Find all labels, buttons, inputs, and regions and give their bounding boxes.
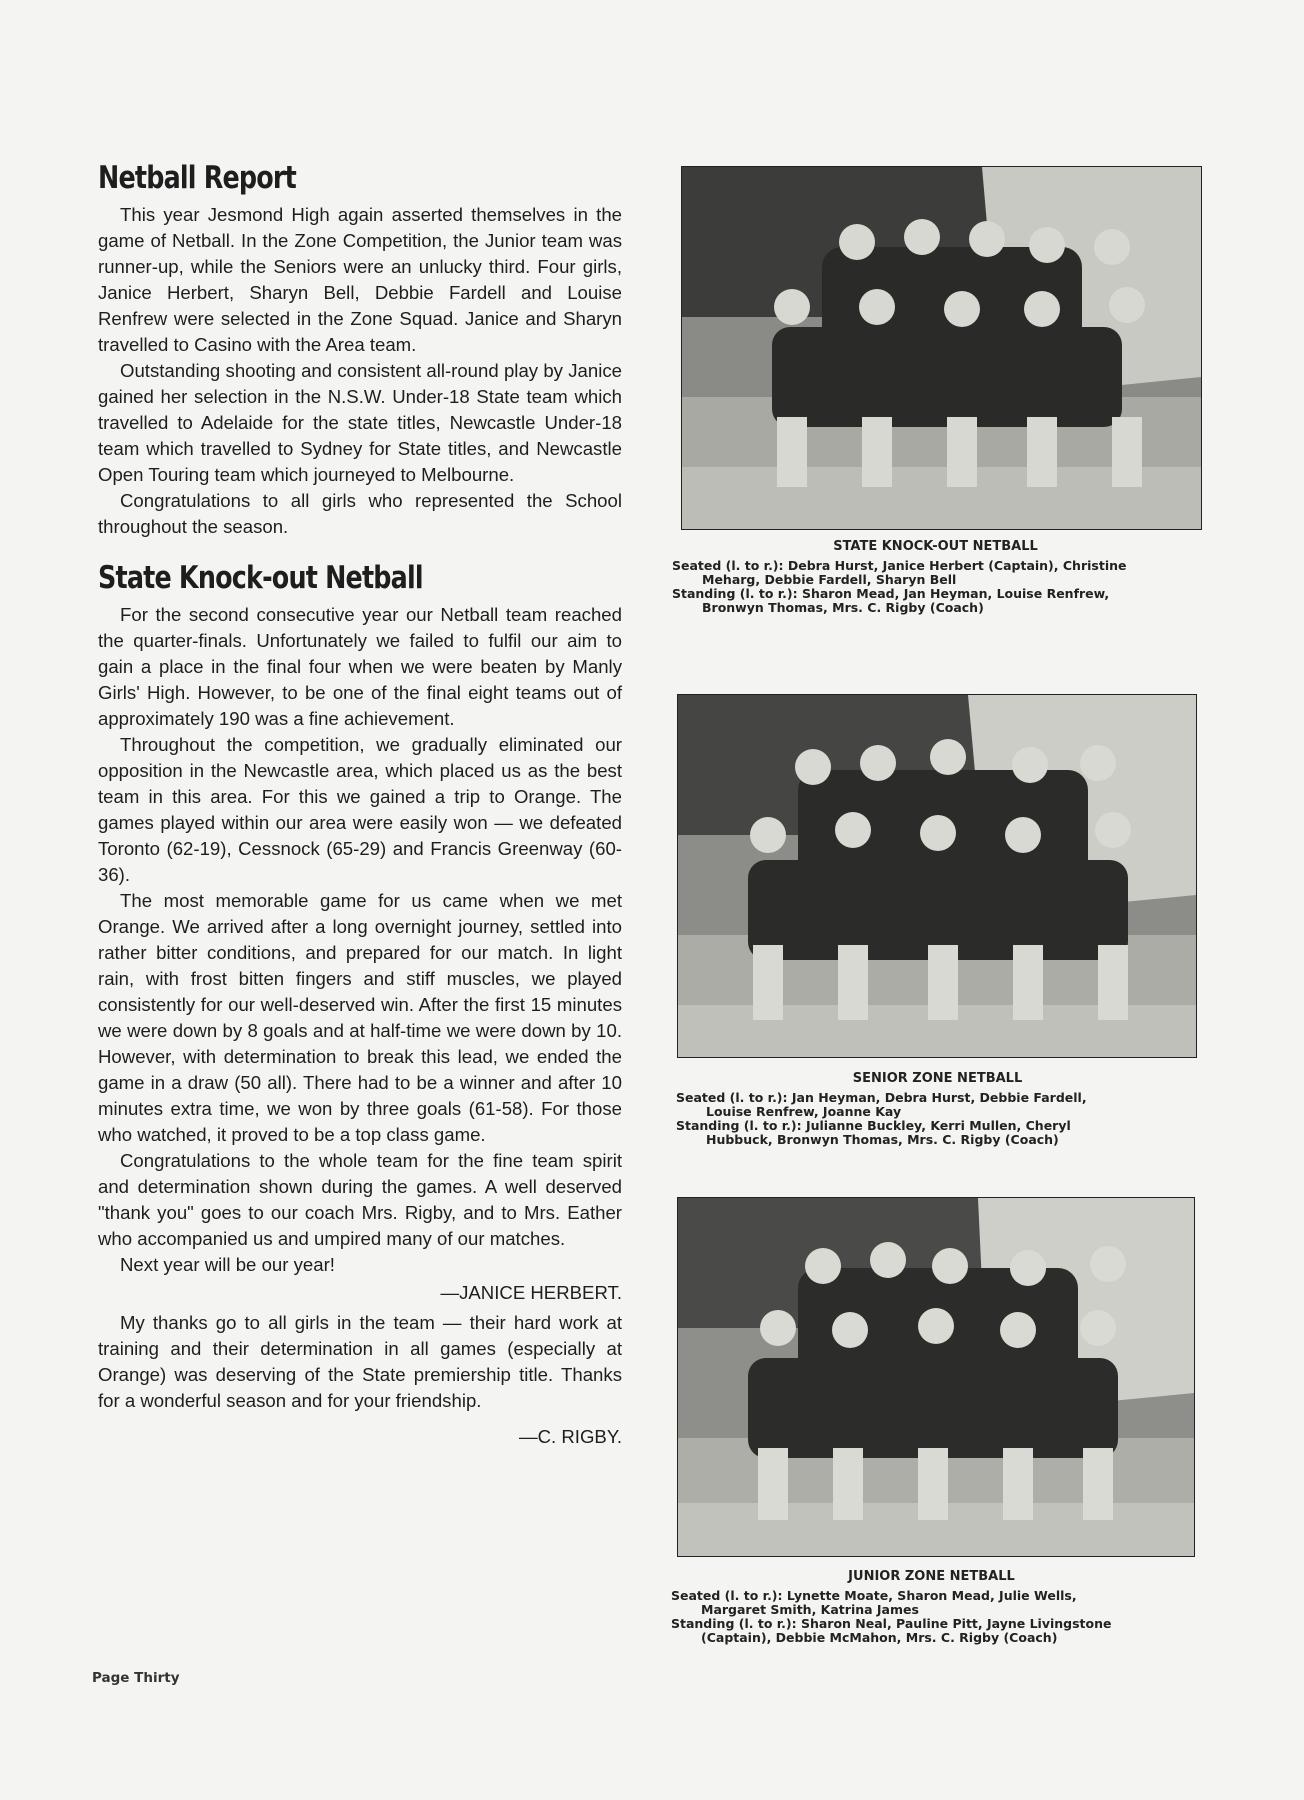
caption-seated-cont: Meharg, Debbie Fardell, Sharyn Bell: [702, 572, 957, 587]
netball-report-paragraph: This year Jesmond High again asserted themselves in the game of Netball. In the Zone Competition, the Junior team was runner-up, while the Seniors were an unlucky third. Four girls, Janice Herbert, Sharyn Bell, Debbie Fardell and Louise Renfrew were selected in the Zone Squad. Janice and Sharyn travelled to Casino with the Area team.: [98, 204, 622, 355]
caption-seated: Seated (l. to r.): Lynette Moate, Sharon Mead, Julie Wells,: [671, 1588, 1077, 1603]
caption-seated-cont: Margaret Smith, Katrina James: [701, 1602, 919, 1617]
signature-janice-herbert: —JANICE HERBERT.: [440, 1282, 622, 1303]
team-photo-image: [682, 167, 1201, 529]
caption-seated-cont: Louise Renfrew, Joanne Kay: [706, 1104, 902, 1119]
caption-title: STATE KNOCK-OUT NETBALL: [833, 539, 1038, 554]
page-number: Page Thirty: [92, 1670, 180, 1686]
caption-standing: Standing (l. to r.): Sharon Mead, Jan Heyman, Louise Renfrew,: [672, 586, 1110, 601]
state-knockout-paragraph: Congratulations to the whole team for the fine team spirit and determination shown during the games. A well deserved "thank you" goes to our coach Mrs. Rigby, and to Mrs. Eather who accompanied us and umpired many of our matches.: [98, 1150, 622, 1249]
caption-standing-cont: Hubbuck, Bronwyn Thomas, Mrs. C. Rigby (Coach): [706, 1132, 1059, 1147]
caption-seated: Seated (l. to r.): Jan Heyman, Debra Hurst, Debbie Fardell,: [676, 1090, 1087, 1105]
signature-c-rigby: —C. RIGBY.: [519, 1426, 622, 1447]
netball-report-paragraph: Outstanding shooting and consistent all-round play by Janice gained her selection in the N.S.W. Under-18 State team which travelled to Adelaide for the state titles, Newcastle Under-18 team which travelled to Sydney for State titles, and Newcastle Open Touring team which journeyed to Melbourne.: [98, 360, 622, 485]
caption-standing: Standing (l. to r.): Julianne Buckley, Kerri Mullen, Cheryl: [676, 1118, 1071, 1133]
state-knockout-paragraph: Throughout the competition, we gradually eliminated our opposition in the Newcastle area, which placed us as the best team in this area. For this we gained a trip to Orange. The games played within our area were easily won — we defeated Toronto (62-19), Cessnock (65-29) and Francis Greenway (60-36).: [98, 734, 622, 885]
article-column: [98, 158, 622, 1454]
caption-standing-cont: Bronwyn Thomas, Mrs. C. Rigby (Coach): [702, 600, 984, 615]
team-photo-state-knockout: [681, 166, 1202, 530]
caption-standing: Standing (l. to r.): Sharon Neal, Pauline Pitt, Jayne Livingstone: [671, 1616, 1112, 1631]
team-photo-image: [678, 695, 1196, 1057]
state-knockout-paragraph: The most memorable game for us came when we met Orange. We arrived after a long overnight journey, settled into rather bitter conditions, and prepared for our match. In light rain, with frost bitten fingers and stiff muscles, we played consistently for our well-deserved win. After the first 15 minutes we were down by 8 goals and at half-time we were down by 10. However, with determination to break this lead, we ended the game in a draw (50 all). There had to be a winner and after 10 minutes extra time, we won by three goals (61-58). For those who watched, it proved to be a top class game.: [98, 890, 622, 1145]
state-knockout-paragraph: Next year will be our year!: [120, 1254, 335, 1275]
caption-title: SENIOR ZONE NETBALL: [852, 1071, 1023, 1086]
photo-caption: [672, 540, 1199, 615]
photo-caption: [671, 1570, 1192, 1645]
coach-paragraph: My thanks go to all girls in the team — their hard work at training and their determination in all games (especially at Orange) was deserving of the State premiership title. Thanks for a wonderful season and for your friendship.: [98, 1312, 622, 1411]
state-knockout-paragraph: For the second consecutive year our Netball team reached the quarter-finals. Unfortunately we failed to fulfil our aim to gain a place in the final four when we were beaten by Manly Girls' High. However, to be one of the final eight teams out of approximately 190 was a fine achievement.: [98, 604, 622, 729]
caption-title: JUNIOR ZONE NETBALL: [848, 1569, 1015, 1584]
caption-standing-cont: (Captain), Debbie McMahon, Mrs. C. Rigby (Coach): [701, 1630, 1058, 1645]
netball-report-paragraph: Congratulations to all girls who represented the School throughout the season.: [98, 490, 622, 537]
photo-caption: [676, 1072, 1199, 1147]
state-knockout-heading: State Knock-out Netball: [98, 560, 423, 596]
netball-report-heading: Netball Report: [98, 160, 296, 196]
caption-seated: Seated (l. to r.): Debra Hurst, Janice Herbert (Captain), Christine: [672, 558, 1127, 573]
team-photo-junior-zone: [677, 1197, 1195, 1557]
team-photo-senior-zone: [677, 694, 1197, 1058]
team-photo-image: [678, 1198, 1194, 1556]
